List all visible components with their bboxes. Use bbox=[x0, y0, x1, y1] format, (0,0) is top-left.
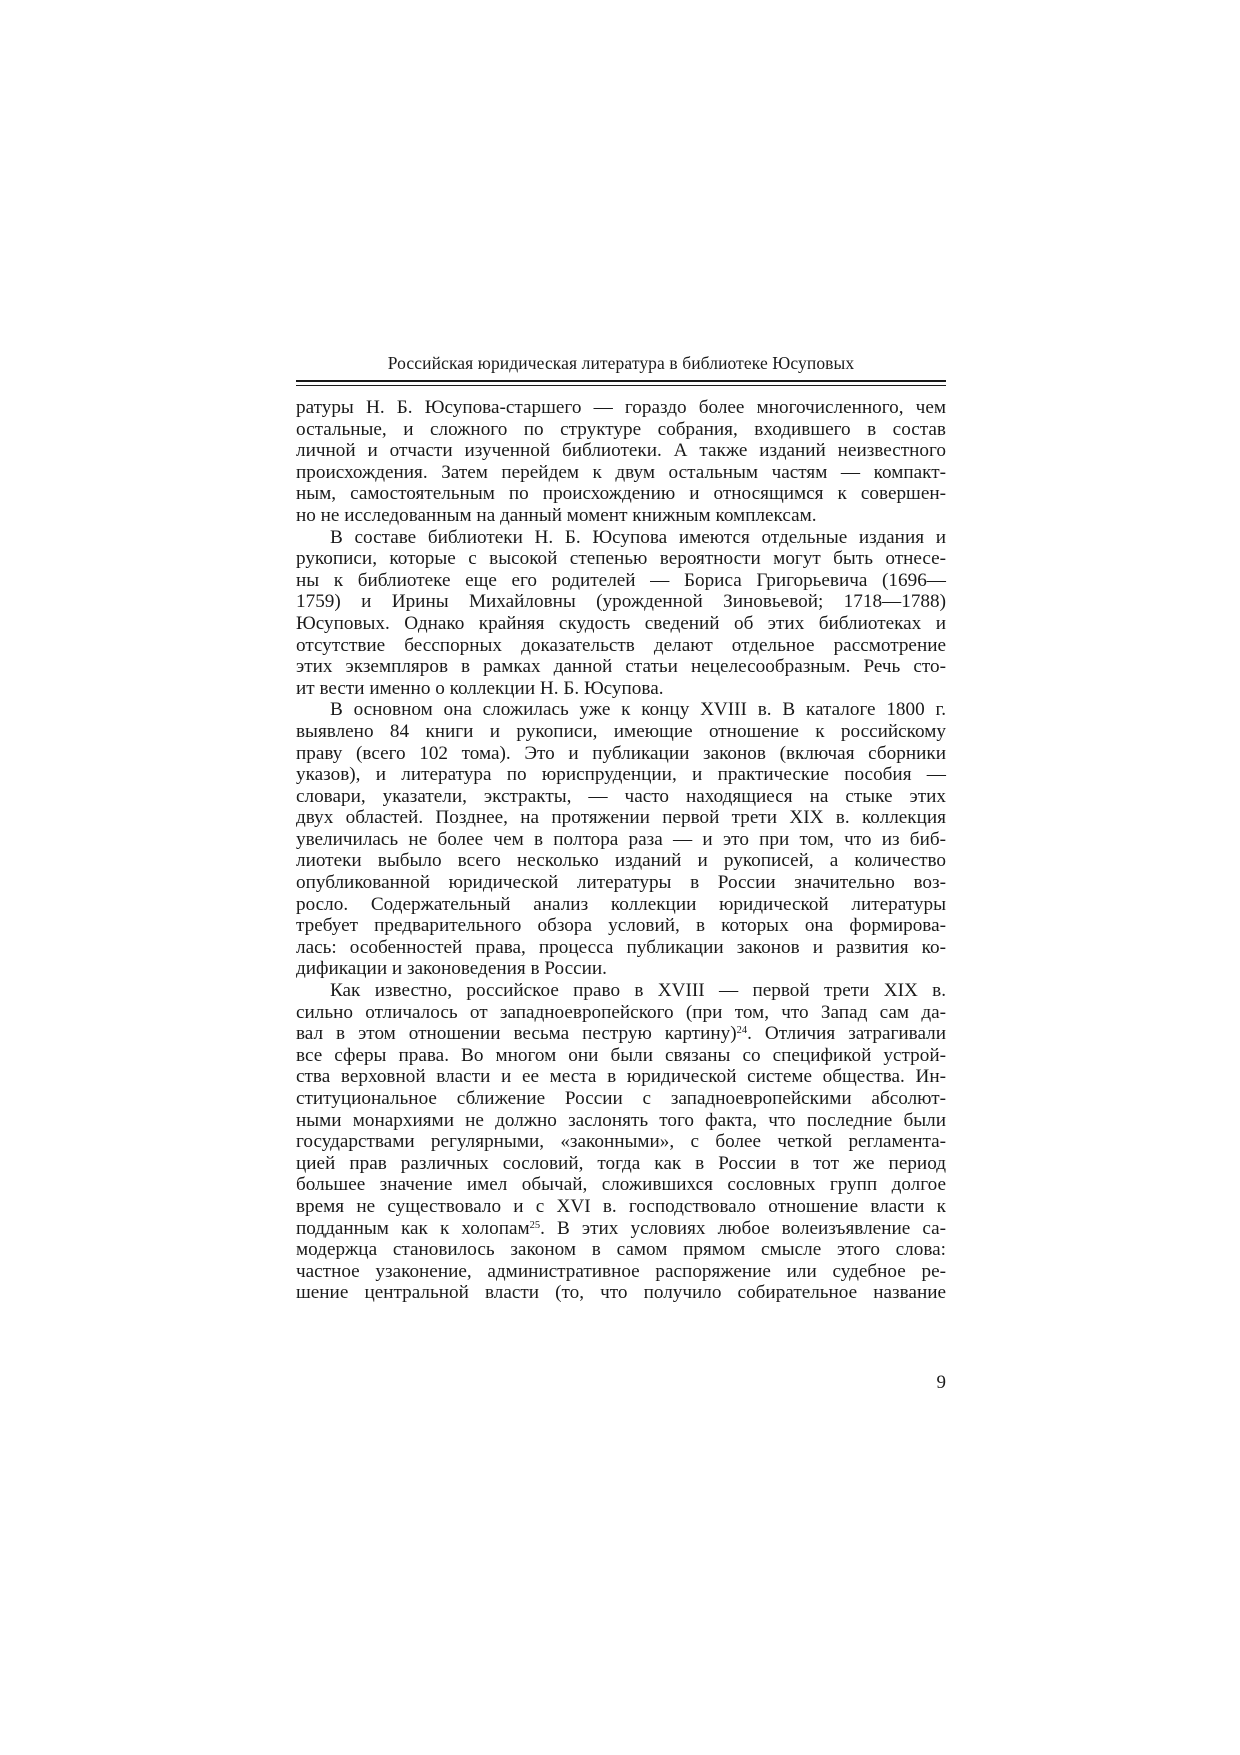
text-line: Как известно, российское право в XVIII — первой трети XIX в. bbox=[330, 980, 946, 1002]
paragraph-1 bbox=[296, 397, 946, 527]
text-line: требует предварительного обзора условий, в которых она формирова- bbox=[296, 915, 946, 937]
text-line: ны к библиотеке еще его родителей — Бориса Григорьевича (1696— bbox=[296, 569, 946, 591]
text-line: праву (всего 102 тома). Это и публикации законов (включая сборники bbox=[296, 742, 946, 764]
running-head: Российская юридическая литература в библиотеке Юсуповых bbox=[387, 353, 855, 373]
text-line: все сферы права. Во многом они были связаны со спецификой устрой- bbox=[296, 1044, 946, 1066]
text-segment: подданным как к холопам bbox=[296, 1217, 530, 1239]
text-line: росло. Содержательный анализ коллекции юридической литературы bbox=[296, 893, 946, 915]
footnote-ref-25[interactable]: 25 bbox=[529, 1219, 541, 1231]
text-line: государствами регулярными, «законными», с более четкой регламента- bbox=[296, 1131, 946, 1153]
paragraph-4 bbox=[296, 980, 946, 1304]
page-number: 9 bbox=[936, 1372, 946, 1393]
text-line-with-footnote bbox=[296, 1218, 946, 1240]
text-line: дификации и законоведения в России. bbox=[296, 958, 607, 980]
body-text bbox=[296, 397, 946, 1304]
text-line: ституциональное сближение России с западноевропейскими абсолют- bbox=[296, 1088, 946, 1109]
text-line: но не исследованным на данный момент книжным комплексам. bbox=[296, 504, 817, 526]
text-line: ит вести именно о коллекции Н. Б. Юсупова. bbox=[296, 677, 664, 699]
text-segment: вал в этом отношении весьма пеструю картину) bbox=[296, 1023, 737, 1045]
text-line: ства верховной власти и ее места в юридической системе общества. Ин- bbox=[296, 1066, 946, 1088]
text-line: лась: особенностей права, процесса публикации законов и развития ко- bbox=[296, 936, 946, 958]
text-line: лиотеки выбыло всего несколько изданий и рукописей, а количество bbox=[296, 850, 946, 872]
footnote-ref-24[interactable]: 24 bbox=[736, 1025, 748, 1037]
header-rule-thin bbox=[296, 385, 946, 386]
text-line: Юсуповых. Однако крайняя скудость сведений об этих библиотеках и bbox=[296, 612, 946, 634]
text-line: личной и отчасти изученной библиотеки. А также изданий неизвестного bbox=[296, 440, 946, 462]
text-line: остальные, и сложного по структуре собрания, входившего в состав bbox=[296, 418, 946, 440]
text-line: отсутствие бесспорных доказательств делают отдельное рассмотрение bbox=[296, 634, 946, 656]
text-line: увеличилась не более чем в полтора раза — и это при том, что из биб- bbox=[296, 828, 946, 850]
text-segment: . В этих условиях любое волеизъявление са- bbox=[540, 1217, 946, 1239]
text-line: рукописи, которые с высокой степенью вероятности могут быть отнесе- bbox=[296, 548, 946, 570]
text-line: сильно отличалось от западноевропейского (при том, что Запад сам да- bbox=[296, 1001, 946, 1023]
text-line: большее значение имел обычай, сложившихся сословных групп долгое bbox=[296, 1174, 946, 1196]
paragraph-3 bbox=[296, 699, 946, 980]
text-line: модержца становилось законом в самом прямом смысле этого слова: bbox=[296, 1239, 946, 1261]
text-line: цией прав различных сословий, тогда как в России в тот же период bbox=[296, 1152, 946, 1174]
text-line: ратуры Н. Б. Юсупова-старшего — гораздо более многочисленного, чем bbox=[296, 397, 946, 418]
text-line-with-footnote bbox=[296, 1023, 946, 1045]
text-line: время не существовало и с XVI в. господствовало отношение власти к bbox=[296, 1195, 946, 1217]
text-line: выявлено 84 книги и рукописи, имеющие отношение к российскому bbox=[296, 720, 946, 742]
text-line: происхождения. Затем перейдем к двум остальным частям — компакт- bbox=[296, 461, 946, 483]
paragraph-2 bbox=[296, 527, 946, 700]
text-line: опубликованной юридической литературы в России значительно воз- bbox=[296, 872, 946, 894]
text-line: двух областей. Позднее, на протяжении первой трети XIX в. коллекция bbox=[296, 807, 946, 829]
text-line: 1759) и Ирины Михайловны (урожденной Зиновьевой; 1718—1788) bbox=[296, 591, 946, 613]
text-line: частное узаконение, административное распоряжение или судебное ре- bbox=[296, 1260, 946, 1282]
header-rule-thick bbox=[296, 380, 946, 382]
text-line: В основном она сложилась уже к концу XVIII в. В каталоге 1800 г. bbox=[330, 699, 946, 721]
text-line: этих экземпляров в рамках данной статьи нецелесообразным. Речь сто- bbox=[296, 656, 946, 678]
text-line: шение центральной власти (то, что получило собирательное название bbox=[296, 1282, 946, 1304]
text-line: ным, самостоятельным по происхождению и относящимся к совершен- bbox=[296, 483, 946, 505]
text-line: указов), и литература по юриспруденции, и практические пособия — bbox=[296, 764, 946, 786]
text-line: ными монархиями не должно заслонять того факта, что последние были bbox=[296, 1109, 946, 1131]
text-line: В составе библиотеки Н. Б. Юсупова имеются отдельные издания и bbox=[330, 526, 946, 548]
text-line: словари, указатели, экстракты, — часто находящиеся на стыке этих bbox=[296, 785, 946, 807]
text-segment: . Отличия затрагивали bbox=[747, 1023, 946, 1045]
